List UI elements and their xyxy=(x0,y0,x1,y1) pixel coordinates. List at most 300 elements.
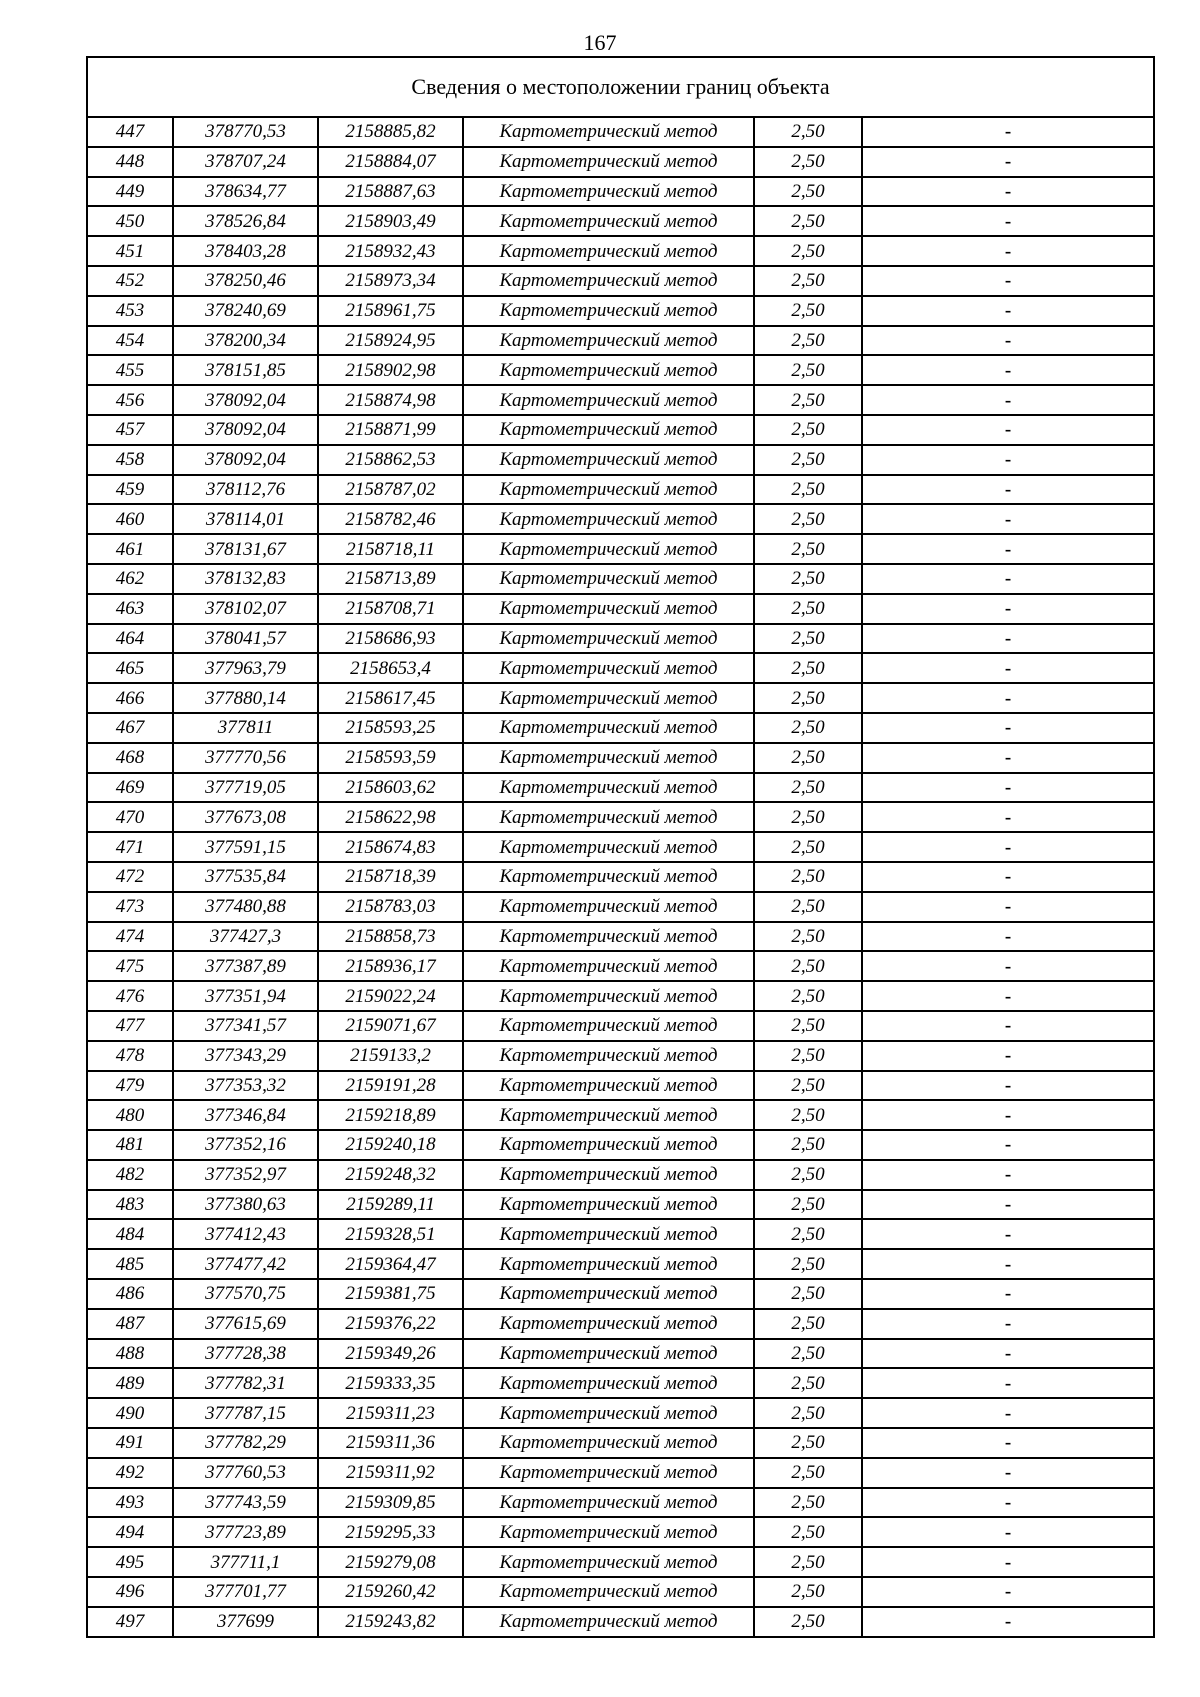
point-number-cell: 484 xyxy=(87,1219,173,1249)
description-cell: - xyxy=(862,266,1154,296)
description-cell: - xyxy=(862,1428,1154,1458)
table-row xyxy=(87,385,1154,415)
accuracy-cell: 2,50 xyxy=(754,1279,862,1309)
point-number-cell: 451 xyxy=(87,236,173,266)
table-row xyxy=(87,922,1154,952)
point-number-cell: 490 xyxy=(87,1398,173,1428)
description-cell: - xyxy=(862,743,1154,773)
accuracy-cell: 2,50 xyxy=(754,1398,862,1428)
method-cell: Картометрический метод xyxy=(463,981,754,1011)
accuracy-cell: 2,50 xyxy=(754,117,862,147)
point-number-cell: 457 xyxy=(87,415,173,445)
table-row xyxy=(87,1398,1154,1428)
method-cell: Картометрический метод xyxy=(463,296,754,326)
y-coordinate-cell: 2159240,18 xyxy=(318,1130,463,1160)
accuracy-cell: 2,50 xyxy=(754,236,862,266)
y-coordinate-cell: 2159243,82 xyxy=(318,1607,463,1637)
accuracy-cell: 2,50 xyxy=(754,1071,862,1101)
y-coordinate-cell: 2159311,36 xyxy=(318,1428,463,1458)
y-coordinate-cell: 2158783,03 xyxy=(318,892,463,922)
y-coordinate-cell: 2159349,26 xyxy=(318,1339,463,1369)
method-cell: Картометрический метод xyxy=(463,534,754,564)
table-row xyxy=(87,326,1154,356)
x-coordinate-cell: 377412,43 xyxy=(173,1219,318,1249)
x-coordinate-cell: 377719,05 xyxy=(173,773,318,803)
description-cell: - xyxy=(862,475,1154,505)
description-cell: - xyxy=(862,1517,1154,1547)
y-coordinate-cell: 2158887,63 xyxy=(318,177,463,207)
accuracy-cell: 2,50 xyxy=(754,1368,862,1398)
x-coordinate-cell: 377787,15 xyxy=(173,1398,318,1428)
y-coordinate-cell: 2159364,47 xyxy=(318,1249,463,1279)
method-cell: Картометрический метод xyxy=(463,1577,754,1607)
accuracy-cell: 2,50 xyxy=(754,832,862,862)
boundary-coordinates-table xyxy=(86,56,1155,1638)
accuracy-cell: 2,50 xyxy=(754,534,862,564)
description-cell: - xyxy=(862,653,1154,683)
table-row xyxy=(87,1071,1154,1101)
table-row xyxy=(87,1279,1154,1309)
accuracy-cell: 2,50 xyxy=(754,1011,862,1041)
table-row xyxy=(87,1249,1154,1279)
description-cell: - xyxy=(862,1398,1154,1428)
x-coordinate-cell: 377570,75 xyxy=(173,1279,318,1309)
accuracy-cell: 2,50 xyxy=(754,773,862,803)
point-number-cell: 467 xyxy=(87,713,173,743)
method-cell: Картометрический метод xyxy=(463,683,754,713)
y-coordinate-cell: 2158961,75 xyxy=(318,296,463,326)
accuracy-cell: 2,50 xyxy=(754,802,862,832)
method-cell: Картометрический метод xyxy=(463,1339,754,1369)
x-coordinate-cell: 377782,29 xyxy=(173,1428,318,1458)
y-coordinate-cell: 2158924,95 xyxy=(318,326,463,356)
description-cell: - xyxy=(862,117,1154,147)
table-row xyxy=(87,773,1154,803)
description-cell: - xyxy=(862,147,1154,177)
y-coordinate-cell: 2158617,45 xyxy=(318,683,463,713)
description-cell: - xyxy=(862,1160,1154,1190)
point-number-cell: 495 xyxy=(87,1547,173,1577)
accuracy-cell: 2,50 xyxy=(754,1488,862,1518)
description-cell: - xyxy=(862,1458,1154,1488)
table-title: Сведения о местоположении границ объекта xyxy=(87,57,1154,117)
y-coordinate-cell: 2159309,85 xyxy=(318,1488,463,1518)
accuracy-cell: 2,50 xyxy=(754,862,862,892)
method-cell: Картометрический метод xyxy=(463,1279,754,1309)
table-row xyxy=(87,892,1154,922)
y-coordinate-cell: 2159071,67 xyxy=(318,1011,463,1041)
y-coordinate-cell: 2158622,98 xyxy=(318,802,463,832)
y-coordinate-cell: 2159260,42 xyxy=(318,1577,463,1607)
accuracy-cell: 2,50 xyxy=(754,1547,862,1577)
y-coordinate-cell: 2159295,33 xyxy=(318,1517,463,1547)
x-coordinate-cell: 378092,04 xyxy=(173,385,318,415)
description-cell: - xyxy=(862,1249,1154,1279)
y-coordinate-cell: 2158603,62 xyxy=(318,773,463,803)
accuracy-cell: 2,50 xyxy=(754,743,862,773)
method-cell: Картометрический метод xyxy=(463,1071,754,1101)
x-coordinate-cell: 378634,77 xyxy=(173,177,318,207)
description-cell: - xyxy=(862,1607,1154,1637)
description-cell: - xyxy=(862,415,1154,445)
point-number-cell: 449 xyxy=(87,177,173,207)
y-coordinate-cell: 2159328,51 xyxy=(318,1219,463,1249)
table-row xyxy=(87,1458,1154,1488)
y-coordinate-cell: 2158874,98 xyxy=(318,385,463,415)
point-number-cell: 481 xyxy=(87,1130,173,1160)
accuracy-cell: 2,50 xyxy=(754,415,862,445)
method-cell: Картометрический метод xyxy=(463,385,754,415)
x-coordinate-cell: 377380,63 xyxy=(173,1190,318,1220)
table-row xyxy=(87,266,1154,296)
description-cell: - xyxy=(862,326,1154,356)
y-coordinate-cell: 2158653,4 xyxy=(318,653,463,683)
table-row xyxy=(87,1160,1154,1190)
accuracy-cell: 2,50 xyxy=(754,1100,862,1130)
y-coordinate-cell: 2158674,83 xyxy=(318,832,463,862)
point-number-cell: 478 xyxy=(87,1041,173,1071)
method-cell: Картометрический метод xyxy=(463,475,754,505)
method-cell: Картометрический метод xyxy=(463,951,754,981)
x-coordinate-cell: 377615,69 xyxy=(173,1309,318,1339)
point-number-cell: 482 xyxy=(87,1160,173,1190)
x-coordinate-cell: 377673,08 xyxy=(173,802,318,832)
y-coordinate-cell: 2159218,89 xyxy=(318,1100,463,1130)
x-coordinate-cell: 378403,28 xyxy=(173,236,318,266)
accuracy-cell: 2,50 xyxy=(754,1607,862,1637)
x-coordinate-cell: 377728,38 xyxy=(173,1339,318,1369)
point-number-cell: 471 xyxy=(87,832,173,862)
point-number-cell: 491 xyxy=(87,1428,173,1458)
description-cell: - xyxy=(862,594,1154,624)
method-cell: Картометрический метод xyxy=(463,415,754,445)
point-number-cell: 486 xyxy=(87,1279,173,1309)
method-cell: Картометрический метод xyxy=(463,326,754,356)
x-coordinate-cell: 378092,04 xyxy=(173,415,318,445)
y-coordinate-cell: 2159191,28 xyxy=(318,1071,463,1101)
point-number-cell: 475 xyxy=(87,951,173,981)
point-number-cell: 470 xyxy=(87,802,173,832)
accuracy-cell: 2,50 xyxy=(754,922,862,952)
table-row xyxy=(87,534,1154,564)
method-cell: Картометрический метод xyxy=(463,922,754,952)
point-number-cell: 472 xyxy=(87,862,173,892)
table-row xyxy=(87,624,1154,654)
y-coordinate-cell: 2159311,23 xyxy=(318,1398,463,1428)
table-row xyxy=(87,117,1154,147)
method-cell: Картометрический метод xyxy=(463,1517,754,1547)
accuracy-cell: 2,50 xyxy=(754,1309,862,1339)
x-coordinate-cell: 377723,89 xyxy=(173,1517,318,1547)
table-row xyxy=(87,1517,1154,1547)
table-row xyxy=(87,564,1154,594)
accuracy-cell: 2,50 xyxy=(754,951,862,981)
method-cell: Картометрический метод xyxy=(463,1190,754,1220)
description-cell: - xyxy=(862,504,1154,534)
y-coordinate-cell: 2158903,49 xyxy=(318,206,463,236)
method-cell: Картометрический метод xyxy=(463,355,754,385)
description-cell: - xyxy=(862,1071,1154,1101)
accuracy-cell: 2,50 xyxy=(754,564,862,594)
table-row xyxy=(87,1130,1154,1160)
description-cell: - xyxy=(862,981,1154,1011)
x-coordinate-cell: 378526,84 xyxy=(173,206,318,236)
method-cell: Картометрический метод xyxy=(463,266,754,296)
y-coordinate-cell: 2159333,35 xyxy=(318,1368,463,1398)
point-number-cell: 456 xyxy=(87,385,173,415)
table-row xyxy=(87,951,1154,981)
method-cell: Картометрический метод xyxy=(463,743,754,773)
x-coordinate-cell: 377782,31 xyxy=(173,1368,318,1398)
method-cell: Картометрический метод xyxy=(463,1160,754,1190)
x-coordinate-cell: 377480,88 xyxy=(173,892,318,922)
table-row xyxy=(87,832,1154,862)
accuracy-cell: 2,50 xyxy=(754,296,862,326)
description-cell: - xyxy=(862,206,1154,236)
x-coordinate-cell: 377699 xyxy=(173,1607,318,1637)
x-coordinate-cell: 377701,77 xyxy=(173,1577,318,1607)
table-row xyxy=(87,1309,1154,1339)
x-coordinate-cell: 377477,42 xyxy=(173,1249,318,1279)
table-row xyxy=(87,683,1154,713)
accuracy-cell: 2,50 xyxy=(754,1339,862,1369)
table-row xyxy=(87,296,1154,326)
x-coordinate-cell: 377743,59 xyxy=(173,1488,318,1518)
point-number-cell: 492 xyxy=(87,1458,173,1488)
y-coordinate-cell: 2158593,59 xyxy=(318,743,463,773)
x-coordinate-cell: 378131,67 xyxy=(173,534,318,564)
description-cell: - xyxy=(862,1547,1154,1577)
x-coordinate-cell: 377352,16 xyxy=(173,1130,318,1160)
x-coordinate-cell: 377711,1 xyxy=(173,1547,318,1577)
accuracy-cell: 2,50 xyxy=(754,1577,862,1607)
method-cell: Картометрический метод xyxy=(463,713,754,743)
description-cell: - xyxy=(862,1011,1154,1041)
y-coordinate-cell: 2158884,07 xyxy=(318,147,463,177)
description-cell: - xyxy=(862,713,1154,743)
accuracy-cell: 2,50 xyxy=(754,1041,862,1071)
point-number-cell: 455 xyxy=(87,355,173,385)
table-row xyxy=(87,1577,1154,1607)
x-coordinate-cell: 377535,84 xyxy=(173,862,318,892)
method-cell: Картометрический метод xyxy=(463,1488,754,1518)
y-coordinate-cell: 2158718,39 xyxy=(318,862,463,892)
method-cell: Картометрический метод xyxy=(463,147,754,177)
method-cell: Картометрический метод xyxy=(463,1607,754,1637)
description-cell: - xyxy=(862,1488,1154,1518)
y-coordinate-cell: 2158862,53 xyxy=(318,445,463,475)
x-coordinate-cell: 378102,07 xyxy=(173,594,318,624)
accuracy-cell: 2,50 xyxy=(754,981,862,1011)
point-number-cell: 454 xyxy=(87,326,173,356)
table-row xyxy=(87,1547,1154,1577)
y-coordinate-cell: 2158718,11 xyxy=(318,534,463,564)
y-coordinate-cell: 2158858,73 xyxy=(318,922,463,952)
accuracy-cell: 2,50 xyxy=(754,594,862,624)
point-number-cell: 452 xyxy=(87,266,173,296)
table-body xyxy=(87,57,1154,1637)
point-number-cell: 487 xyxy=(87,1309,173,1339)
method-cell: Картометрический метод xyxy=(463,1398,754,1428)
description-cell: - xyxy=(862,922,1154,952)
point-number-cell: 476 xyxy=(87,981,173,1011)
table-row xyxy=(87,653,1154,683)
point-number-cell: 465 xyxy=(87,653,173,683)
point-number-cell: 483 xyxy=(87,1190,173,1220)
method-cell: Картометрический метод xyxy=(463,1011,754,1041)
point-number-cell: 477 xyxy=(87,1011,173,1041)
y-coordinate-cell: 2158936,17 xyxy=(318,951,463,981)
description-cell: - xyxy=(862,1100,1154,1130)
x-coordinate-cell: 378041,57 xyxy=(173,624,318,654)
accuracy-cell: 2,50 xyxy=(754,147,862,177)
accuracy-cell: 2,50 xyxy=(754,653,862,683)
x-coordinate-cell: 378240,69 xyxy=(173,296,318,326)
description-cell: - xyxy=(862,1279,1154,1309)
accuracy-cell: 2,50 xyxy=(754,475,862,505)
accuracy-cell: 2,50 xyxy=(754,206,862,236)
table-row xyxy=(87,1607,1154,1637)
method-cell: Картометрический метод xyxy=(463,504,754,534)
method-cell: Картометрический метод xyxy=(463,564,754,594)
y-coordinate-cell: 2159133,2 xyxy=(318,1041,463,1071)
accuracy-cell: 2,50 xyxy=(754,355,862,385)
accuracy-cell: 2,50 xyxy=(754,892,862,922)
x-coordinate-cell: 377343,29 xyxy=(173,1041,318,1071)
page-number: 167 xyxy=(583,30,617,55)
y-coordinate-cell: 2158782,46 xyxy=(318,504,463,534)
accuracy-cell: 2,50 xyxy=(754,445,862,475)
method-cell: Картометрический метод xyxy=(463,1428,754,1458)
y-coordinate-cell: 2158593,25 xyxy=(318,713,463,743)
table-row xyxy=(87,1219,1154,1249)
table-row xyxy=(87,355,1154,385)
method-cell: Картометрический метод xyxy=(463,445,754,475)
point-number-cell: 453 xyxy=(87,296,173,326)
table-row xyxy=(87,1011,1154,1041)
point-number-cell: 461 xyxy=(87,534,173,564)
x-coordinate-cell: 377346,84 xyxy=(173,1100,318,1130)
point-number-cell: 468 xyxy=(87,743,173,773)
table-row xyxy=(87,236,1154,266)
point-number-cell: 473 xyxy=(87,892,173,922)
point-number-cell: 466 xyxy=(87,683,173,713)
point-number-cell: 469 xyxy=(87,773,173,803)
accuracy-cell: 2,50 xyxy=(754,1517,862,1547)
method-cell: Картометрический метод xyxy=(463,773,754,803)
point-number-cell: 458 xyxy=(87,445,173,475)
method-cell: Картометрический метод xyxy=(463,832,754,862)
accuracy-cell: 2,50 xyxy=(754,504,862,534)
point-number-cell: 448 xyxy=(87,147,173,177)
point-number-cell: 488 xyxy=(87,1339,173,1369)
x-coordinate-cell: 377351,94 xyxy=(173,981,318,1011)
y-coordinate-cell: 2159376,22 xyxy=(318,1309,463,1339)
table-row xyxy=(87,1339,1154,1369)
method-cell: Картометрический метод xyxy=(463,653,754,683)
x-coordinate-cell: 378112,76 xyxy=(173,475,318,505)
table-row xyxy=(87,1428,1154,1458)
description-cell: - xyxy=(862,1190,1154,1220)
x-coordinate-cell: 377353,32 xyxy=(173,1071,318,1101)
x-coordinate-cell: 378200,34 xyxy=(173,326,318,356)
point-number-cell: 463 xyxy=(87,594,173,624)
x-coordinate-cell: 377591,15 xyxy=(173,832,318,862)
table-row xyxy=(87,1041,1154,1071)
description-cell: - xyxy=(862,862,1154,892)
point-number-cell: 497 xyxy=(87,1607,173,1637)
description-cell: - xyxy=(862,951,1154,981)
description-cell: - xyxy=(862,564,1154,594)
method-cell: Картометрический метод xyxy=(463,594,754,624)
table-row xyxy=(87,594,1154,624)
accuracy-cell: 2,50 xyxy=(754,266,862,296)
method-cell: Картометрический метод xyxy=(463,1130,754,1160)
point-number-cell: 485 xyxy=(87,1249,173,1279)
table-row xyxy=(87,415,1154,445)
method-cell: Картометрический метод xyxy=(463,177,754,207)
table-row xyxy=(87,1368,1154,1398)
x-coordinate-cell: 378770,53 xyxy=(173,117,318,147)
description-cell: - xyxy=(862,1339,1154,1369)
point-number-cell: 464 xyxy=(87,624,173,654)
table-row xyxy=(87,862,1154,892)
description-cell: - xyxy=(862,355,1154,385)
table-row xyxy=(87,206,1154,236)
x-coordinate-cell: 377387,89 xyxy=(173,951,318,981)
description-cell: - xyxy=(862,1309,1154,1339)
accuracy-cell: 2,50 xyxy=(754,1219,862,1249)
table-row xyxy=(87,504,1154,534)
y-coordinate-cell: 2159381,75 xyxy=(318,1279,463,1309)
method-cell: Картометрический метод xyxy=(463,236,754,266)
method-cell: Картометрический метод xyxy=(463,1547,754,1577)
description-cell: - xyxy=(862,385,1154,415)
table-row xyxy=(87,743,1154,773)
description-cell: - xyxy=(862,624,1154,654)
y-coordinate-cell: 2158713,89 xyxy=(318,564,463,594)
accuracy-cell: 2,50 xyxy=(754,713,862,743)
point-number-cell: 459 xyxy=(87,475,173,505)
y-coordinate-cell: 2159248,32 xyxy=(318,1160,463,1190)
x-coordinate-cell: 377811 xyxy=(173,713,318,743)
method-cell: Картометрический метод xyxy=(463,1368,754,1398)
y-coordinate-cell: 2159311,92 xyxy=(318,1458,463,1488)
method-cell: Картометрический метод xyxy=(463,1458,754,1488)
point-number-cell: 460 xyxy=(87,504,173,534)
description-cell: - xyxy=(862,534,1154,564)
method-cell: Картометрический метод xyxy=(463,117,754,147)
table-row xyxy=(87,475,1154,505)
table-row xyxy=(87,177,1154,207)
accuracy-cell: 2,50 xyxy=(754,624,862,654)
accuracy-cell: 2,50 xyxy=(754,326,862,356)
y-coordinate-cell: 2158902,98 xyxy=(318,355,463,385)
description-cell: - xyxy=(862,1577,1154,1607)
accuracy-cell: 2,50 xyxy=(754,385,862,415)
method-cell: Картометрический метод xyxy=(463,802,754,832)
method-cell: Картометрический метод xyxy=(463,624,754,654)
description-cell: - xyxy=(862,773,1154,803)
x-coordinate-cell: 377770,56 xyxy=(173,743,318,773)
y-coordinate-cell: 2158787,02 xyxy=(318,475,463,505)
point-number-cell: 493 xyxy=(87,1488,173,1518)
table-row xyxy=(87,1488,1154,1518)
y-coordinate-cell: 2159022,24 xyxy=(318,981,463,1011)
description-cell: - xyxy=(862,236,1154,266)
point-number-cell: 474 xyxy=(87,922,173,952)
point-number-cell: 489 xyxy=(87,1368,173,1398)
